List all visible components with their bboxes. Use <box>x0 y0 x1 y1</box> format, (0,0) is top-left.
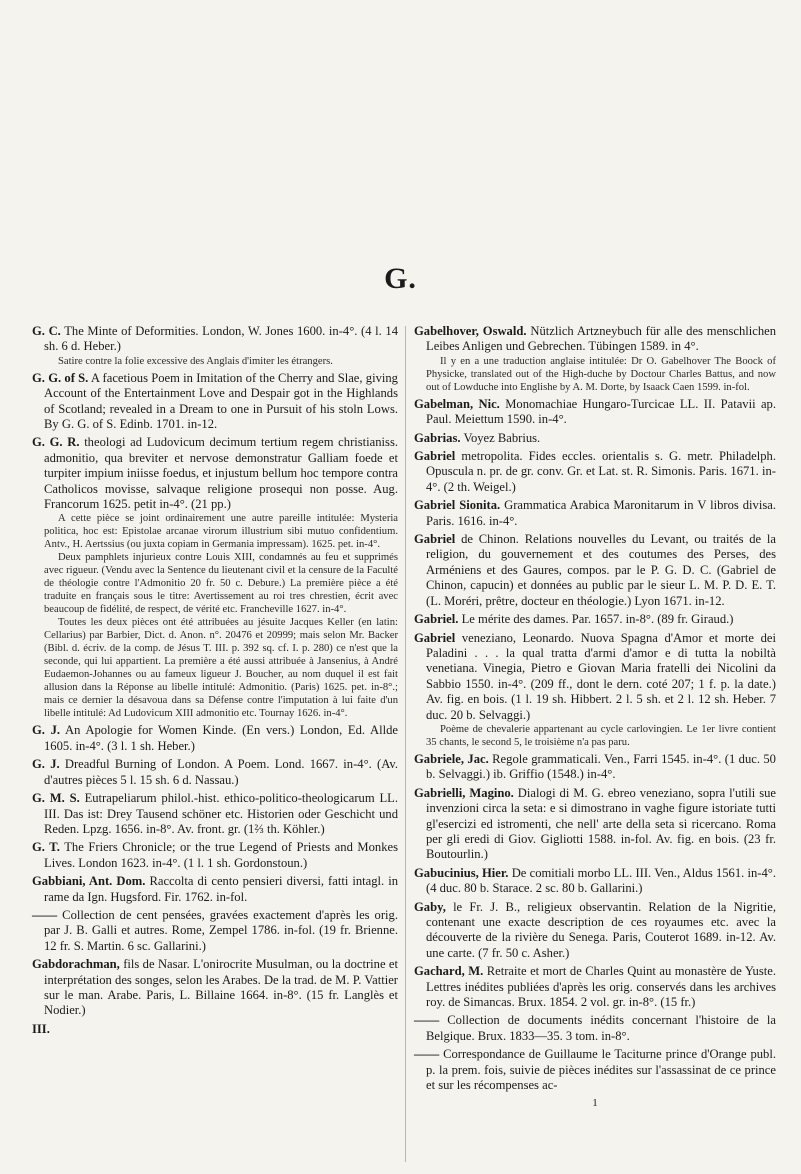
entry-text <box>32 907 398 954</box>
entry-heading: Gabrias. <box>414 430 461 445</box>
bibliography-entry <box>414 1047 776 1093</box>
bibliography-entry <box>414 631 776 749</box>
bibliography-entry <box>32 791 398 837</box>
entry-text <box>414 751 776 783</box>
entry-body: Nützlich Artzneybuch für alle des menschlichen Leibes Anligen und Gebrechen. Tübingen 1589. in 4°. <box>426 324 777 354</box>
entry-heading: —— <box>32 907 58 922</box>
bibliography-entry <box>32 840 398 871</box>
entry-heading: G. J. <box>32 757 60 772</box>
entry-body: veneziano, Leonardo. Nuova Spagna d'Amor et morte dei Paladini . . . la qual tratta d'armi d'amor e di tutta la nobiltà venetiana. Vinegia, Pietro e Giovan Maria fratelli dei Nicolini da Sabbio 1550. in-4°. (209 ff., dont le dern. coté 207; 1 f. p. la date.) Av. fig. en bois. (1 l. 19 sh. Hibbert. 2 l. 5 sh. et 2 l. 12 sh. Heber. 7 duc. 20 b. Selvaggi.) <box>426 630 776 722</box>
bibliography-entry <box>32 371 398 433</box>
bibliography-entry <box>414 786 776 863</box>
bibliography-entry <box>414 431 776 446</box>
bibliography-entry <box>414 397 776 428</box>
entry-body: De comitiali morbo LL. III. Ven., Aldus 1561. in-4°. (4 duc. 80 b. Starace. 2 sc. 80 b. Gallarini.) <box>426 865 776 896</box>
entry-body: Raccolta di cento pensieri diversi, fatti intagl. in rame da Ign. Hugsford. Fir. 1762. in-fol. <box>44 874 399 904</box>
bibliography-entry <box>414 1013 776 1044</box>
entry-body: fils de Nasar. L'onirocrite Musulman, ou la doctrine et interprétation des songes, selon les Arabes. De la trad. de M. P. Vattier sur le man. Arabe. Paris, L. Billaine 1664. in-8°. (15 fr. Langlès et Nodier.) <box>44 957 398 1018</box>
right-column <box>414 324 776 1112</box>
entry-body: Regole grammaticali. Ven., Farri 1545. in-4°. (1 duc. 50 b. Selvaggi.) ib. Griffio (1548.) in-4°. <box>426 751 776 782</box>
entry-body: Dialogi di M. G. ebreo veneziano, sopra l'utili sue invenzioni circa la seta: e si dimostrano in vaghe figure istoriate tutti gl'esercizi ed istromenti, che nell' arte della seta si ricercano. Roma per gli eredi di Giov. Gigliotti 1588. in-fol. Av. fig. en bois. (23 fr. Boutourlin.) <box>426 785 776 862</box>
entry-heading: G. J. <box>32 723 61 738</box>
bibliography-entry <box>414 964 776 1010</box>
bibliography-entry <box>414 449 776 495</box>
entry-text <box>414 865 776 897</box>
entry-heading: G. T. <box>32 840 60 855</box>
entry-text <box>414 964 776 1010</box>
entry-text <box>32 435 398 512</box>
entry-body: Correspondance de Guillaume le Taciturne prince d'Orange publ. p. la prem. fois, suivie de pièces inédites sur l'assassinat de ce prince et sur les récompenses ac- <box>426 1047 776 1093</box>
entry-body: de Chinon. Relations nouvelles du Levant, ou traités de la religion, du gouvernement et des coutumes des Perses, des Arméniens et des Gaures, compos. par le P. G. D. C. (Gabriel de Chinon, capucin) et données au public par le sieur L. M. P. D. E. T. (L. Moréri, prêtre, docteur en théologie.) Lyon 1671. in-12. <box>426 532 777 608</box>
entry-body: Le mérite des dames. Par. 1657. in-8°. (89 fr. Giraud.) <box>461 612 734 627</box>
entry-heading: G. M. S. <box>32 791 80 806</box>
entry-heading: G. C. <box>32 324 61 338</box>
bibliography-entry <box>414 324 776 394</box>
entry-body: An Apologie for Women Kinde. (En vers.) London, Ed. Allde 1605. in-4°. (3 l. 1 sh. Heber.) <box>44 723 398 753</box>
bibliography-entry <box>32 757 398 788</box>
entry-text <box>414 612 776 627</box>
entry-body: A facetious Poem in Imitation of the Cherry and Slae, giving Account of the Entertainment Love and Despair got in the Highlands of Scotland; revealed in a Dream to one in Pursuit of his stoln Lows. By G. G. of S. Edinb. 1701. in-12. <box>44 370 398 432</box>
entry-heading: Gabelman, Nic. <box>414 396 500 411</box>
entry-text <box>414 630 776 723</box>
entry-text <box>414 430 776 446</box>
bibliography-entry <box>414 752 776 783</box>
entry-text <box>32 840 399 871</box>
bibliography-entry <box>32 957 398 1019</box>
entry-text <box>32 370 398 433</box>
entry-text <box>32 723 398 754</box>
entry-heading: Gabelhover, Oswald. <box>414 324 527 338</box>
entry-heading: Gabriel. <box>414 612 459 627</box>
signature-mark: 1 <box>592 1097 598 1110</box>
entry-body: Monomachiae Hungaro-Turcicae LL. II. Patavii ap. Paul. Meiettum 1590. in-4°. <box>426 396 776 427</box>
bibliography-entry <box>414 866 776 897</box>
entry-body: The Friers Chronicle; or the true Legend of Priests and Monkes Lives. London 1623. in-4°. (1 l. 1 sh. Gordonstoun.) <box>44 840 399 870</box>
left-column <box>32 324 398 1037</box>
bibliography-entry <box>32 324 398 368</box>
entry-heading: G. G. R. <box>32 435 80 450</box>
entry-heading: Gabdorachman, <box>32 957 120 972</box>
entry-heading: Gabbiani, Ant. Dom. <box>32 874 146 889</box>
entry-body: Collection de cent pensées, gravées exactement d'après les orig. par J. B. Galli et autres. Rome, Zempel 1786. in-fol. (19 fr. Brienne. 12 fr. S. Martin. 6 sc. Gallarini.) <box>44 907 398 953</box>
entry-note: Satire contre la folie excessive des Anglais d'imiter les étrangers. <box>58 355 333 367</box>
entry-body: le Fr. J. B., religieux observantin. Relation de la Nigritie, contenant une exacte description de ces royaumes etc. avec la découverte de la rivière du Senega. Paris, Couterot 1689. in-12. Av. une carte. (7 fr. 50 c. Asher.) <box>426 899 776 960</box>
entry-text <box>414 532 777 609</box>
entry-heading: —— <box>414 1013 440 1028</box>
bibliography-entry <box>32 435 398 720</box>
bibliography-entry <box>414 900 776 962</box>
entry-heading: Gabriel <box>414 630 456 645</box>
entry-heading: Gabriel <box>414 449 456 464</box>
bibliography-entry <box>414 498 776 529</box>
entry-text <box>414 498 776 529</box>
entry-heading: Gaby, <box>414 899 446 914</box>
entry-text <box>32 957 398 1019</box>
entry-note: Poème de chevalerie appartenant au cycle carlovingien. Le 1er livre contient 35 chants, le second 5, le troisième n'a pas paru. <box>426 723 776 748</box>
entry-note: Toutes les deux pièces ont été attribuées au jésuite Jacques Keller (en latin: Cellarius) par Barbier, Dict. d. Anon. n°. 20476 et 20999; mais selon Mr. Backer (Bibl. d. écriv. de la comp. de Jésus T. III. p. 392 sq. cf. I. p. 280) ce n'est que la seconde, qui lui appartient. La première a été aussi attribuée à Jansenius, à André Eudaemon-Johannes ou au fameux ligueur J. Boucher, au nom duquel il est fait allusion dans la Réponse au libelle intitulé: Admonitio. (Paris) 1625. pet. in-8°.; mais ce dernier la désavoua dans sa Défense contre l'imputation à lui faite d'un libelle intitulé: Ad Ludovicum XIII admonitio etc. Tournay 1626. in-4°. <box>44 617 398 720</box>
bibliography-entry <box>414 612 776 627</box>
entry-body: theologi ad Ludovicum decimum tertium regem christianiss. admonitio, qua breviter et nervose demonstratur Galliam foede et turpiter impium iniisse foedus, et injustum bellum hoc tempore contra Catholicos movisse, salvaque religione prosequi non posse. Aug. Francorum 1625. petit in-4°. (21 pp.) <box>44 435 398 512</box>
entry-heading: —— <box>414 1047 440 1062</box>
entry-body: Voyez Babrius. <box>463 430 541 445</box>
entry-text <box>32 757 398 788</box>
entry-text <box>32 791 398 837</box>
entry-text <box>414 899 776 962</box>
entry-note: Il y en a une traduction anglaise intitulée: Dr O. Gabelhover The Boock of Physicke, translated out of the High-duche by Doctour Charles Battus, and now out of Lowduche into Englishe by A. M. Dorte, by Isaack Caen 1599. in-fol. <box>426 355 776 393</box>
entry-text <box>414 785 776 863</box>
entry-body: Retraite et mort de Charles Quint au monastère de Yuste. Lettres inédites publiées d'après les orig. conservés dans les archives roy. de Simancas. Brux. 1854. 2 vol. gr. in-8°. (15 fr.) <box>426 964 776 1010</box>
bibliography-entry <box>32 874 398 905</box>
entry-text <box>414 1047 776 1093</box>
entry-body: Dreadful Burning of London. A Poem. Lond. 1667. in-4°. (Av. d'autres pièces 5 l. 15 sh. 6 d. Nassau.) <box>44 757 398 787</box>
entry-text <box>32 324 399 355</box>
entry-text <box>414 324 777 355</box>
volume-number: III. <box>32 1021 50 1036</box>
entry-body: Grammatica Arabica Maronitarum in V libros divisa. Paris. 1616. in-4°. <box>426 498 776 528</box>
entry-body: metropolita. Fides eccles. orientalis s. G. metr. Philadelph. Opuscula n. pr. de gr. conv. Gr. et Lat. st. R. Simonis. Paris. 1671. in-4°. (2 th. Weigel.) <box>426 449 776 494</box>
entry-heading: Gabriel <box>414 532 456 547</box>
section-letter: G. <box>384 262 417 295</box>
entry-text <box>414 396 776 428</box>
bibliography-entry <box>32 908 398 954</box>
entry-heading: G. G. of S. <box>32 370 89 385</box>
bibliography-entry <box>32 723 398 754</box>
entry-note: A cette pièce se joint ordinairement une autre pareille intitulée: Mysteria politica, hoc est: Epistolae arcanae virorum illustrium sibi mutuo confidentium. Antv., H. Aertssius (ou juxta copiam in Germania impressam). 1625. pet. in-4°. <box>44 513 398 551</box>
bibliography-entry <box>414 532 776 609</box>
entry-text <box>414 1013 776 1044</box>
entry-body: The Minte of Deformities. London, W. Jones 1600. in-4°. (4 l. 14 sh. 6 d. Heber.) <box>44 324 399 354</box>
entry-text <box>32 874 399 905</box>
entry-heading: Gabriele, Jac. <box>414 751 489 766</box>
entry-text <box>414 449 776 495</box>
entry-heading: Gabucinius, Hier. <box>414 865 509 880</box>
entry-body: Eutrapeliarum philol.-hist. ethico-politico-theologicarum LL. III. Das ist: Drey Tausend schöner etc. Historien oder Geschicht und Reden. Lpzg. 1656. in-8°. Av. front. gr. (1⅔ th. Köhler.) <box>44 791 398 836</box>
entry-heading: Gachard, M. <box>414 964 484 979</box>
entry-heading: Gabriel Sionita. <box>414 498 501 513</box>
entry-body: Collection de documents inédits concernant l'histoire de la Belgique. Brux. 1833—35. 3 tom. in-8°. <box>426 1013 776 1043</box>
entry-heading: Gabrielli, Magino. <box>414 785 514 800</box>
entry-note: Deux pamphlets injurieux contre Louis XIII, condamnés au feu et supprimés avec rigueur. (Vendu avec la Sentence du lieutenant civil et la censure de la Faculté de théologie contre l'Admonitio 20 fr. 50 c. Debure.) La première pièce a été traduite en français sous le titre: Avertissement au roi tres chrestien, écrit avec beaucoup de fidélité, de respect, de vérité etc. Francheville 1627. in-4°. <box>44 552 398 616</box>
column-divider <box>405 326 406 1162</box>
